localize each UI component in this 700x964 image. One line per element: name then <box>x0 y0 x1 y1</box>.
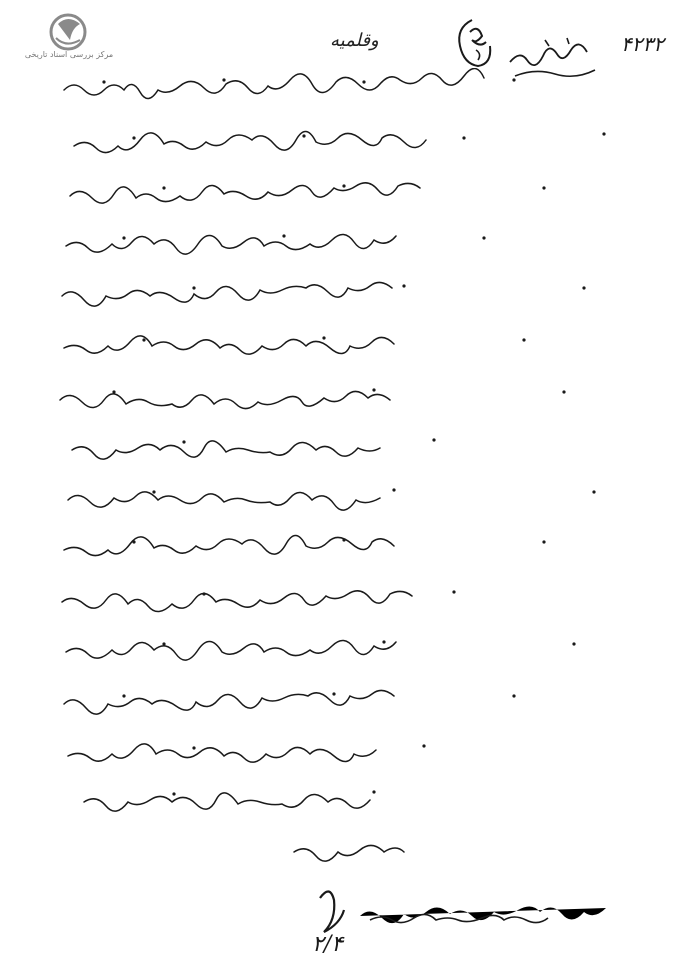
handwriting-line-8 <box>72 441 380 459</box>
handwriting-line-5 <box>62 282 392 306</box>
handwriting-line-9 <box>68 492 380 510</box>
archive-logo-text: مرکز بررسی اسناد تاریخی <box>24 50 114 59</box>
handwriting-strokes <box>44 68 660 868</box>
handwriting-line-1 <box>64 68 484 98</box>
handwriting-line-11 <box>62 591 412 612</box>
archive-logo-icon <box>8 10 128 68</box>
handwriting-line-13 <box>64 690 394 714</box>
document-number: ۴۲۳۲ <box>621 32 664 56</box>
handwriting-line-7 <box>60 391 390 408</box>
handwritten-body <box>44 68 660 868</box>
handwriting-line-4 <box>66 234 396 254</box>
handwriting-line-6 <box>64 336 394 354</box>
handwriting-line-2 <box>74 131 426 152</box>
handwriting-line-3 <box>70 183 420 203</box>
handwriting-line-16 <box>294 845 404 861</box>
handwriting-line-group <box>60 68 484 861</box>
seal-icon <box>452 14 498 72</box>
handwriting-dots <box>102 78 605 795</box>
document-heading: وقلمیه <box>330 30 379 51</box>
handwriting-line-12 <box>66 640 396 660</box>
handwriting-line-15 <box>84 793 370 811</box>
page-number: ۲/۴ <box>312 932 344 957</box>
handwriting-line-14 <box>68 744 376 762</box>
signature-icon <box>300 880 660 950</box>
